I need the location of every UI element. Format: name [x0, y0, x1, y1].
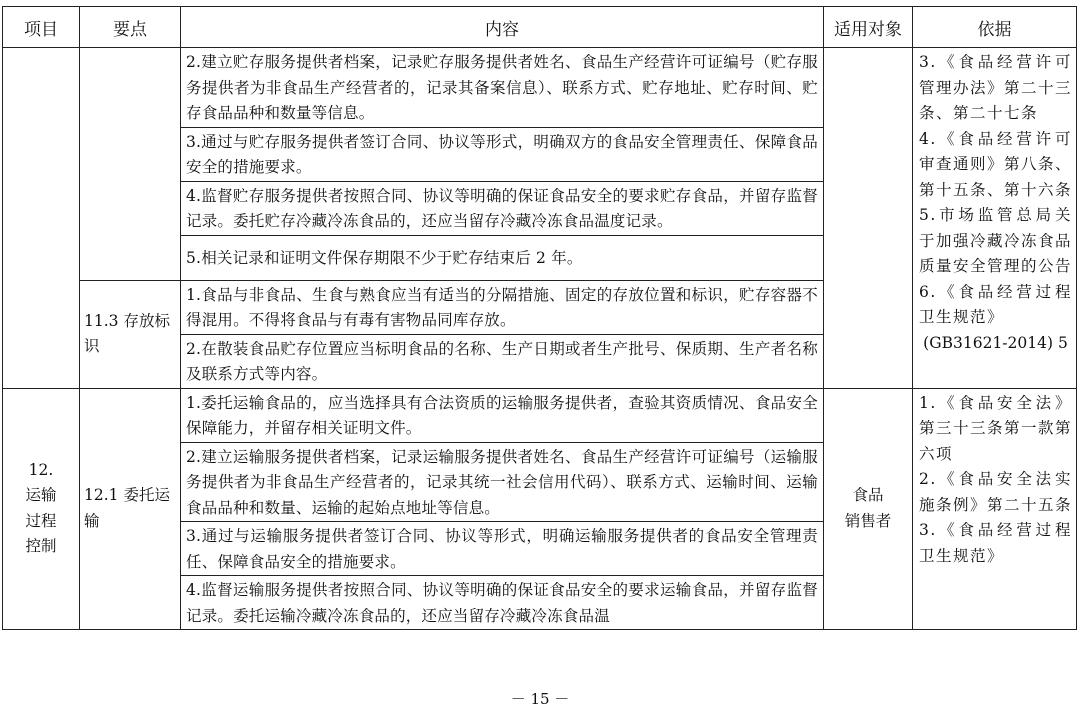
basis-line: 3.《食品经营过程卫生规范》: [919, 521, 1072, 565]
content-cell: 2.建立贮存服务提供者档案，记录贮存服务提供者姓名、食品生产经营许可证编号（贮存服务提供者为非食品生产经营者的，记录其备案信息）、联系方式、贮存地址、贮存时间、贮存食品品种和数量等信息。: [181, 48, 824, 128]
basis-cell-bottom: [913, 388, 1077, 630]
basis-line: 5.市场监管总局关于加强冷藏冷冻食品质量安全管理的公告: [919, 206, 1073, 275]
content-cell: 1.委托运输食品的，应当选择具有合法资质的运输服务提供者，查验其资质情况、食品安全保障能力，并留存相关证明文件。: [181, 388, 824, 442]
table-row: [3, 388, 1077, 442]
header-basis: 依据: [913, 7, 1077, 48]
basis-line: (GB31621-2014) 5: [923, 333, 1068, 352]
content-cell: 3.通过与贮存服务提供者签订合同、协议等形式，明确双方的食品安全管理责任、保障食品安全的措施要求。: [181, 127, 824, 181]
header-content: 内容: [181, 7, 824, 48]
basis-cell-top: [913, 48, 1077, 389]
item-line: 运输: [25, 486, 57, 505]
regulation-table: [2, 6, 1077, 630]
basis-line: 4.《食品经营许可审查通则》第八条、第十五条、第十六条: [919, 129, 1073, 199]
basis-line: 6.《食品经营过程卫生规范》: [919, 282, 1072, 326]
target-line: 食品: [852, 486, 884, 505]
basis-line: 3.《食品经营许可管理办法》第二十三条、第二十七条: [919, 53, 1073, 122]
header-target: 适用对象: [824, 7, 913, 48]
item-line: 过程: [25, 511, 57, 530]
basis-line: 2.《食品安全法实施条例》第二十五条: [919, 470, 1073, 514]
point-cell-11-3: 11.3 存放标识: [80, 280, 181, 388]
content-cell: 1.食品与非食品、生食与熟食应当有适当的分隔措施、固定的存放位置和标识，贮存容器不得混用。不得将食品与有毒有害物品同库存放。: [181, 280, 824, 334]
target-cell-top: [824, 48, 913, 389]
header-point: 要点: [80, 7, 181, 48]
point-cell-12-1: 12.1 委托运输: [80, 388, 181, 630]
target-line: 销售者: [844, 511, 892, 530]
target-cell: [824, 388, 913, 630]
item-cell-12: [3, 388, 80, 630]
content-cell: 5.相关记录和证明文件保存期限不少于贮存结束后 2 年。: [181, 235, 824, 280]
content-cell: 4.监督贮存服务提供者按照合同、协议等明确的保证食品安全的要求贮存食品，并留存监督记录。委托贮存冷藏冷冻食品的，还应当留存冷藏冷冻食品温度记录。: [181, 181, 824, 235]
header-item: 项目: [3, 7, 80, 48]
content-cell: 3.通过与运输服务提供者签订合同、协议等形式，明确运输服务提供者的食品安全管理责任、保障食品安全的措施要求。: [181, 522, 824, 576]
content-cell: 2.建立运输服务提供者档案，记录运输服务提供者姓名、食品生产经营许可证编号（运输服务提供者为非食品生产经营者的，记录其统一社会信用代码）、联系方式、运输时间、运输食品品种和数量、运输的起始点地址等信息。: [181, 442, 824, 522]
content-cell: 4.监督运输服务提供者按照合同、协议等明确的保证食品安全的要求运输食品，并留存监督记录。委托运输冷藏冷冻食品的，还应当留存冷藏冷冻食品温: [181, 576, 824, 630]
basis-line: 1.《食品安全法》第三十三条第一款第六项: [919, 393, 1073, 463]
item-cell-11: [3, 48, 80, 389]
content-cell: 2.在散装食品贮存位置应当标明食品的名称、生产日期或者生产批号、保质期、生产者名称及联系方式等内容。: [181, 334, 824, 388]
point-cell-continued: [80, 48, 181, 281]
table-row: [3, 48, 1077, 128]
page-number: － 15 －: [510, 690, 570, 708]
item-line: 控制: [25, 537, 57, 556]
header-row: [3, 7, 1077, 48]
item-line: 12.: [28, 460, 54, 479]
